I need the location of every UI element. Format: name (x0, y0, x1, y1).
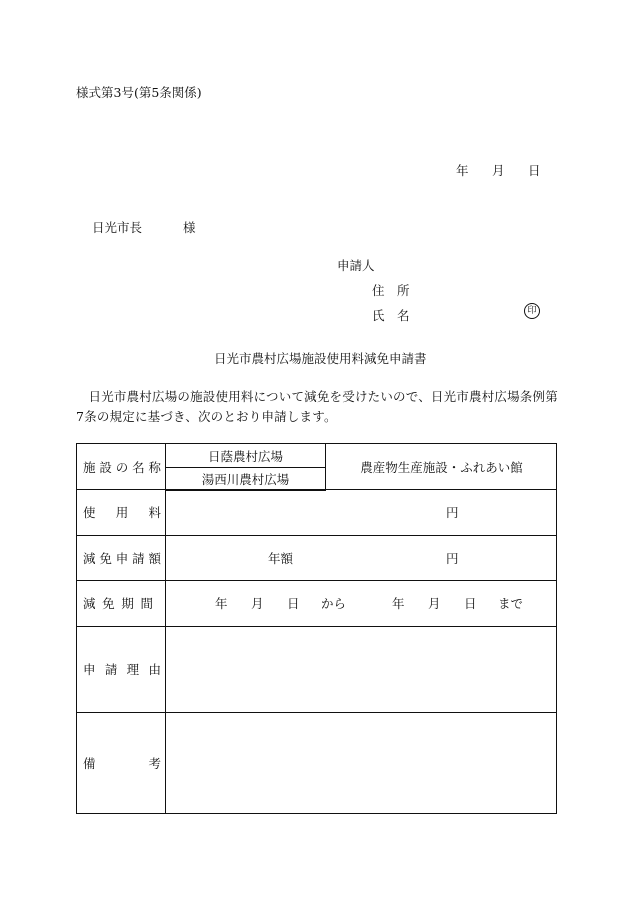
date-day-label: 日 (528, 163, 541, 178)
form-id: 様式第3号(第5条関係) (76, 85, 202, 100)
from-month: 月 (251, 596, 264, 611)
reduction-period-field[interactable] (165, 580, 557, 626)
document-body: 日光市農村広場の施設使用料について減免を受けたいので、日光市農村広場条例第7条の規定に基づき、次のとおり申請します。 (76, 389, 558, 424)
addressee: 日光市長 (92, 220, 143, 235)
to-month: 月 (428, 596, 441, 611)
from-year: 年 (215, 596, 228, 611)
to-day: 日 (464, 596, 477, 611)
reduction-amount-field[interactable] (165, 535, 557, 580)
fee-label: 使 用 料 (83, 505, 161, 520)
facility-option-hikage[interactable]: 日蔭農村広場 (165, 443, 326, 468)
application-table (76, 443, 557, 814)
fee-field[interactable] (165, 489, 557, 535)
remarks-field[interactable] (165, 712, 557, 813)
name-label: 氏 名 (372, 308, 410, 323)
from-label: から (321, 596, 347, 611)
facility-option-farm-products[interactable]: 農産物生産施設・ふれあい館 (360, 459, 523, 475)
reason-field[interactable] (165, 626, 557, 712)
applicant-label: 申請人 (337, 258, 375, 273)
facility-name-label: 施 設 の 名 称 (83, 459, 161, 475)
reduction-amount-label: 減 免 申 請 額 (83, 550, 161, 566)
honorific: 様 (183, 220, 196, 235)
annual-label: 年額 (268, 550, 294, 566)
from-day: 日 (287, 596, 300, 611)
facility-option-yunishigawa[interactable]: 湯西川農村広場 (165, 467, 326, 491)
reduction-period-label: 減 免 期 間 (83, 596, 153, 611)
address-label: 住 所 (372, 283, 410, 298)
reduction-unit: 円 (446, 550, 459, 566)
fee-unit: 円 (446, 505, 459, 520)
to-label: まで (498, 596, 524, 611)
document-title: 日光市農村広場施設使用料減免申請書 (214, 351, 427, 366)
reason-label: 申 請 理 由 (83, 662, 161, 677)
seal-mark: 印 (524, 303, 540, 319)
date-year-label: 年 (456, 163, 469, 178)
date-month-label: 月 (492, 163, 505, 178)
remarks-label: 備 考 (83, 755, 161, 771)
to-year: 年 (392, 596, 405, 611)
